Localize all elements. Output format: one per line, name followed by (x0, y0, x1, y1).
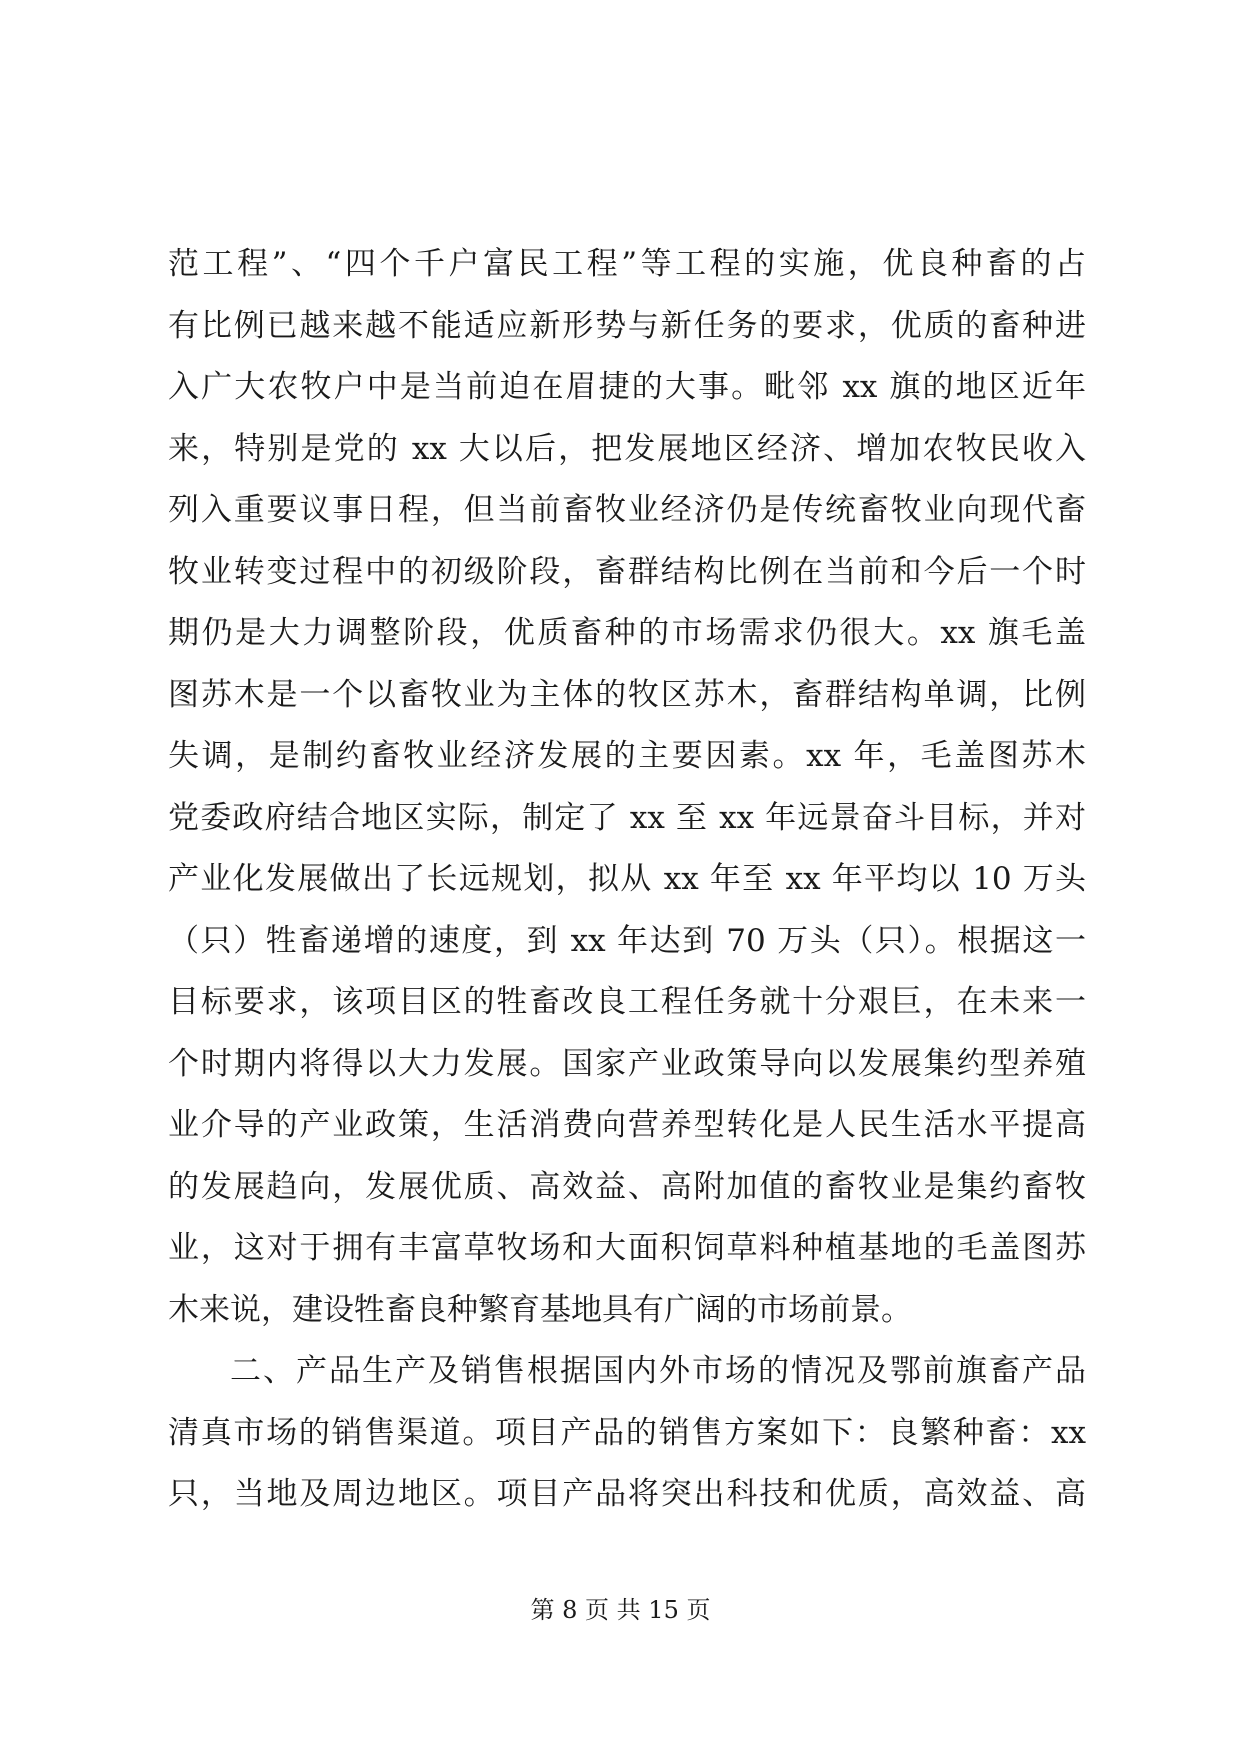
text-line: 的发展趋向，发展优质、高效益、高附加值的畜牧业是集约畜牧 (168, 1168, 1086, 1205)
text-line: 清真市场的销售渠道。项目产品的销售方案如下：良繁种畜：xx (168, 1414, 1086, 1451)
text-line: 失调，是制约畜牧业经济发展的主要因素。xx 年，毛盖图苏木 (168, 738, 1086, 774)
text-line: 期仍是大力调整阶段，优质畜种的市场需求仍很大。xx 旗毛盖 (168, 615, 1086, 651)
text-line: 木来说，建设牲畜良种繁育基地具有广阔的市场前景。 (168, 1291, 912, 1328)
text-line: 个时期内将得以大力发展。国家产业政策导向以发展集约型养殖 (168, 1045, 1086, 1082)
text-line: 业介导的产业政策，生活消费向营养型转化是人民生活水平提高 (168, 1107, 1086, 1143)
text-line: 牧业转变过程中的初级阶段，畜群结构比例在当前和今后一个时 (168, 553, 1086, 590)
text-line: 范工程”、“四个千户富民工程”等工程的实施，优良种畜的占 (168, 246, 1086, 282)
text-line: 列入重要议事日程，但当前畜牧业经济仍是传统畜牧业向现代畜 (168, 492, 1086, 528)
text-line: 目标要求，该项目区的牲畜改良工程任务就十分艰巨，在未来一 (168, 984, 1086, 1020)
text-line: 产业化发展做出了长远规划，拟从 xx 年至 xx 年平均以 10 万头 (168, 861, 1086, 897)
text-line: 来，特别是党的 xx 大以后，把发展地区经济、增加农牧民收入 (168, 430, 1086, 467)
page-footer: 第 8 页 共 15 页 (530, 1596, 711, 1624)
text-line: 党委政府结合地区实际，制定了 xx 至 xx 年远景奋斗目标，并对 (168, 799, 1086, 836)
text-line: 只，当地及周边地区。项目产品将突出科技和优质，高效益、高 (168, 1476, 1086, 1512)
text-line: 入广大农牧户中是当前迫在眉捷的大事。毗邻 xx 旗的地区近年 (168, 369, 1086, 405)
text-line: 二、产品生产及销售根据国内外市场的情况及鄂前旗畜产品 (230, 1353, 1086, 1389)
document-body (168, 234, 1086, 1526)
text-line: （只）牲畜递增的速度，到 xx 年达到 70 万头（只）。根据这一 (168, 922, 1086, 959)
text-line: 有比例已越来越不能适应新形势与新任务的要求，优质的畜种进 (168, 307, 1086, 344)
text-line: 业，这对于拥有丰富草牧场和大面积饲草料种植基地的毛盖图苏 (168, 1230, 1086, 1266)
text-line: 图苏木是一个以畜牧业为主体的牧区苏木，畜群结构单调，比例 (168, 676, 1086, 713)
